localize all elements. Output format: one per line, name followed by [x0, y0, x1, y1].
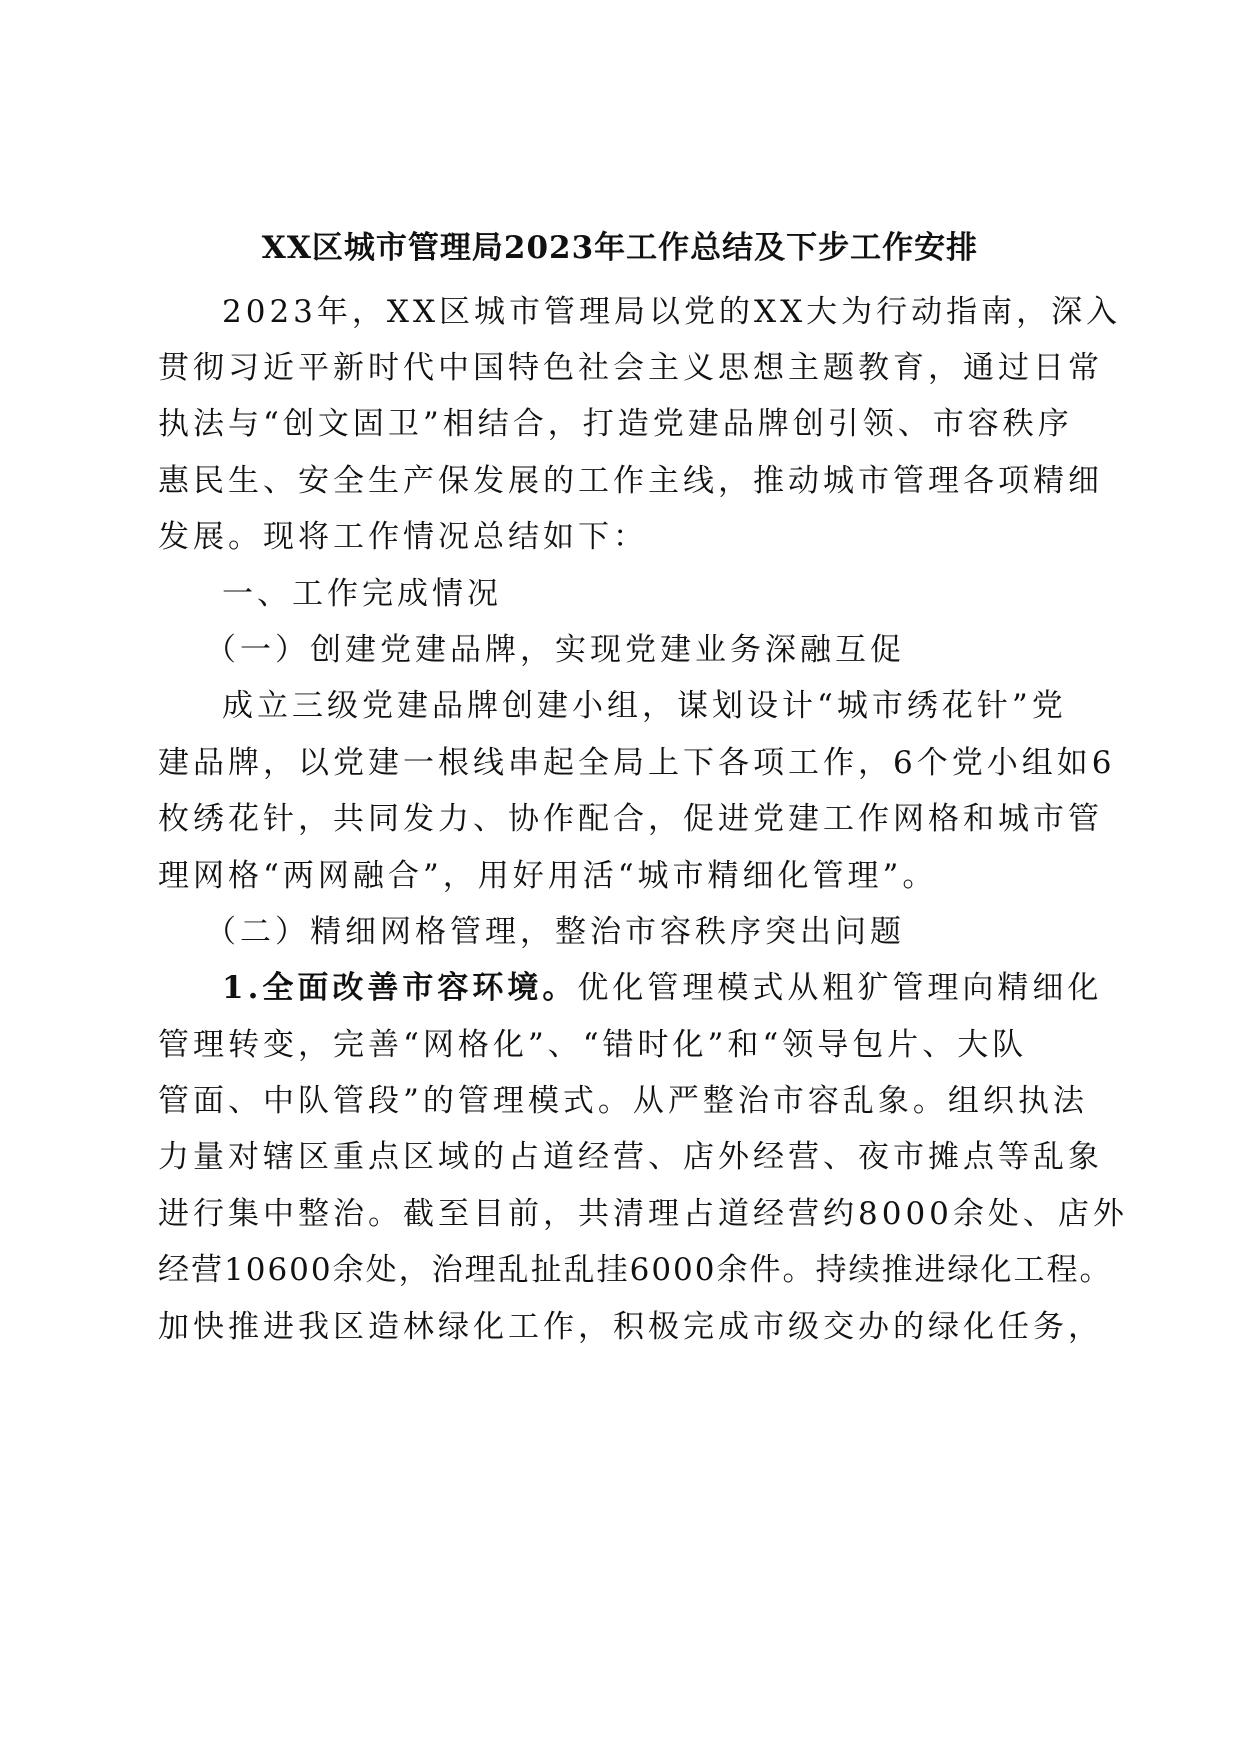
subsection-heading-2: （二）精细网格管理，整治市容秩序突出问题 — [205, 914, 905, 950]
item1-line-2: 管理转变，完善“网格化”、“错时化”和“领导包片、大队 — [158, 1027, 1028, 1063]
item1-line-5: 进行集中整治。截至目前，共清理占道经营约8000余处、店外 — [158, 1196, 1128, 1232]
item1-line-1 — [222, 968, 1103, 1008]
item1-line-7: 加快推进我区造林绿化工作，积极完成市级交办的绿化任务， — [158, 1309, 1103, 1345]
item1-line-3: 管面、中队管段”的管理模式。从严整治市容乱象。组织执法 — [158, 1083, 1088, 1119]
sub1-line-2: 建品牌，以党建一根线串起全局上下各项工作，6个党小组如6 — [158, 745, 1116, 781]
intro-line-4: 惠民生、安全生产保发展的工作主线，推动城市管理各项精细 — [158, 463, 1103, 499]
section-heading-1: 一、工作完成情况 — [222, 576, 502, 612]
document-title: XX区城市管理局2023年工作总结及下步工作安排 — [261, 230, 979, 266]
sub1-line-4: 理网格“两网融合”，用好用活“城市精细化管理”。 — [158, 858, 938, 894]
item1-line-4: 力量对辖区重点区域的占道经营、店外经营、夜市摊点等乱象 — [158, 1139, 1103, 1175]
item1-first-rest: 优化管理模式从粗犷管理向精细化 — [577, 970, 1103, 1006]
intro-line-5: 发展。现将工作情况总结如下： — [158, 519, 648, 555]
intro-line-1: 2023年，XX区城市管理局以党的XX大为行动指南，深入 — [222, 294, 1122, 330]
subsection-heading-1: （一）创建党建品牌，实现党建业务深融互促 — [205, 632, 905, 668]
intro-line-3: 执法与“创文固卫”相结合，打造党建品牌创引领、市容秩序 — [158, 406, 1073, 442]
item1-line-6: 经营10600余处，治理乱扯乱挂6000余件。持续推进绿化工程。 — [158, 1252, 1113, 1288]
sub1-line-3: 枚绣花针，共同发力、协作配合，促进党建工作网格和城市管 — [158, 801, 1103, 837]
sub1-line-1: 成立三级党建品牌创建小组，谋划设计“城市绣花针”党 — [222, 688, 1067, 724]
intro-line-2: 贯彻习近平新时代中国特色社会主义思想主题教育，通过日常 — [158, 350, 1103, 386]
item1-lead: 1.全面改善市容环境。 — [222, 970, 578, 1006]
